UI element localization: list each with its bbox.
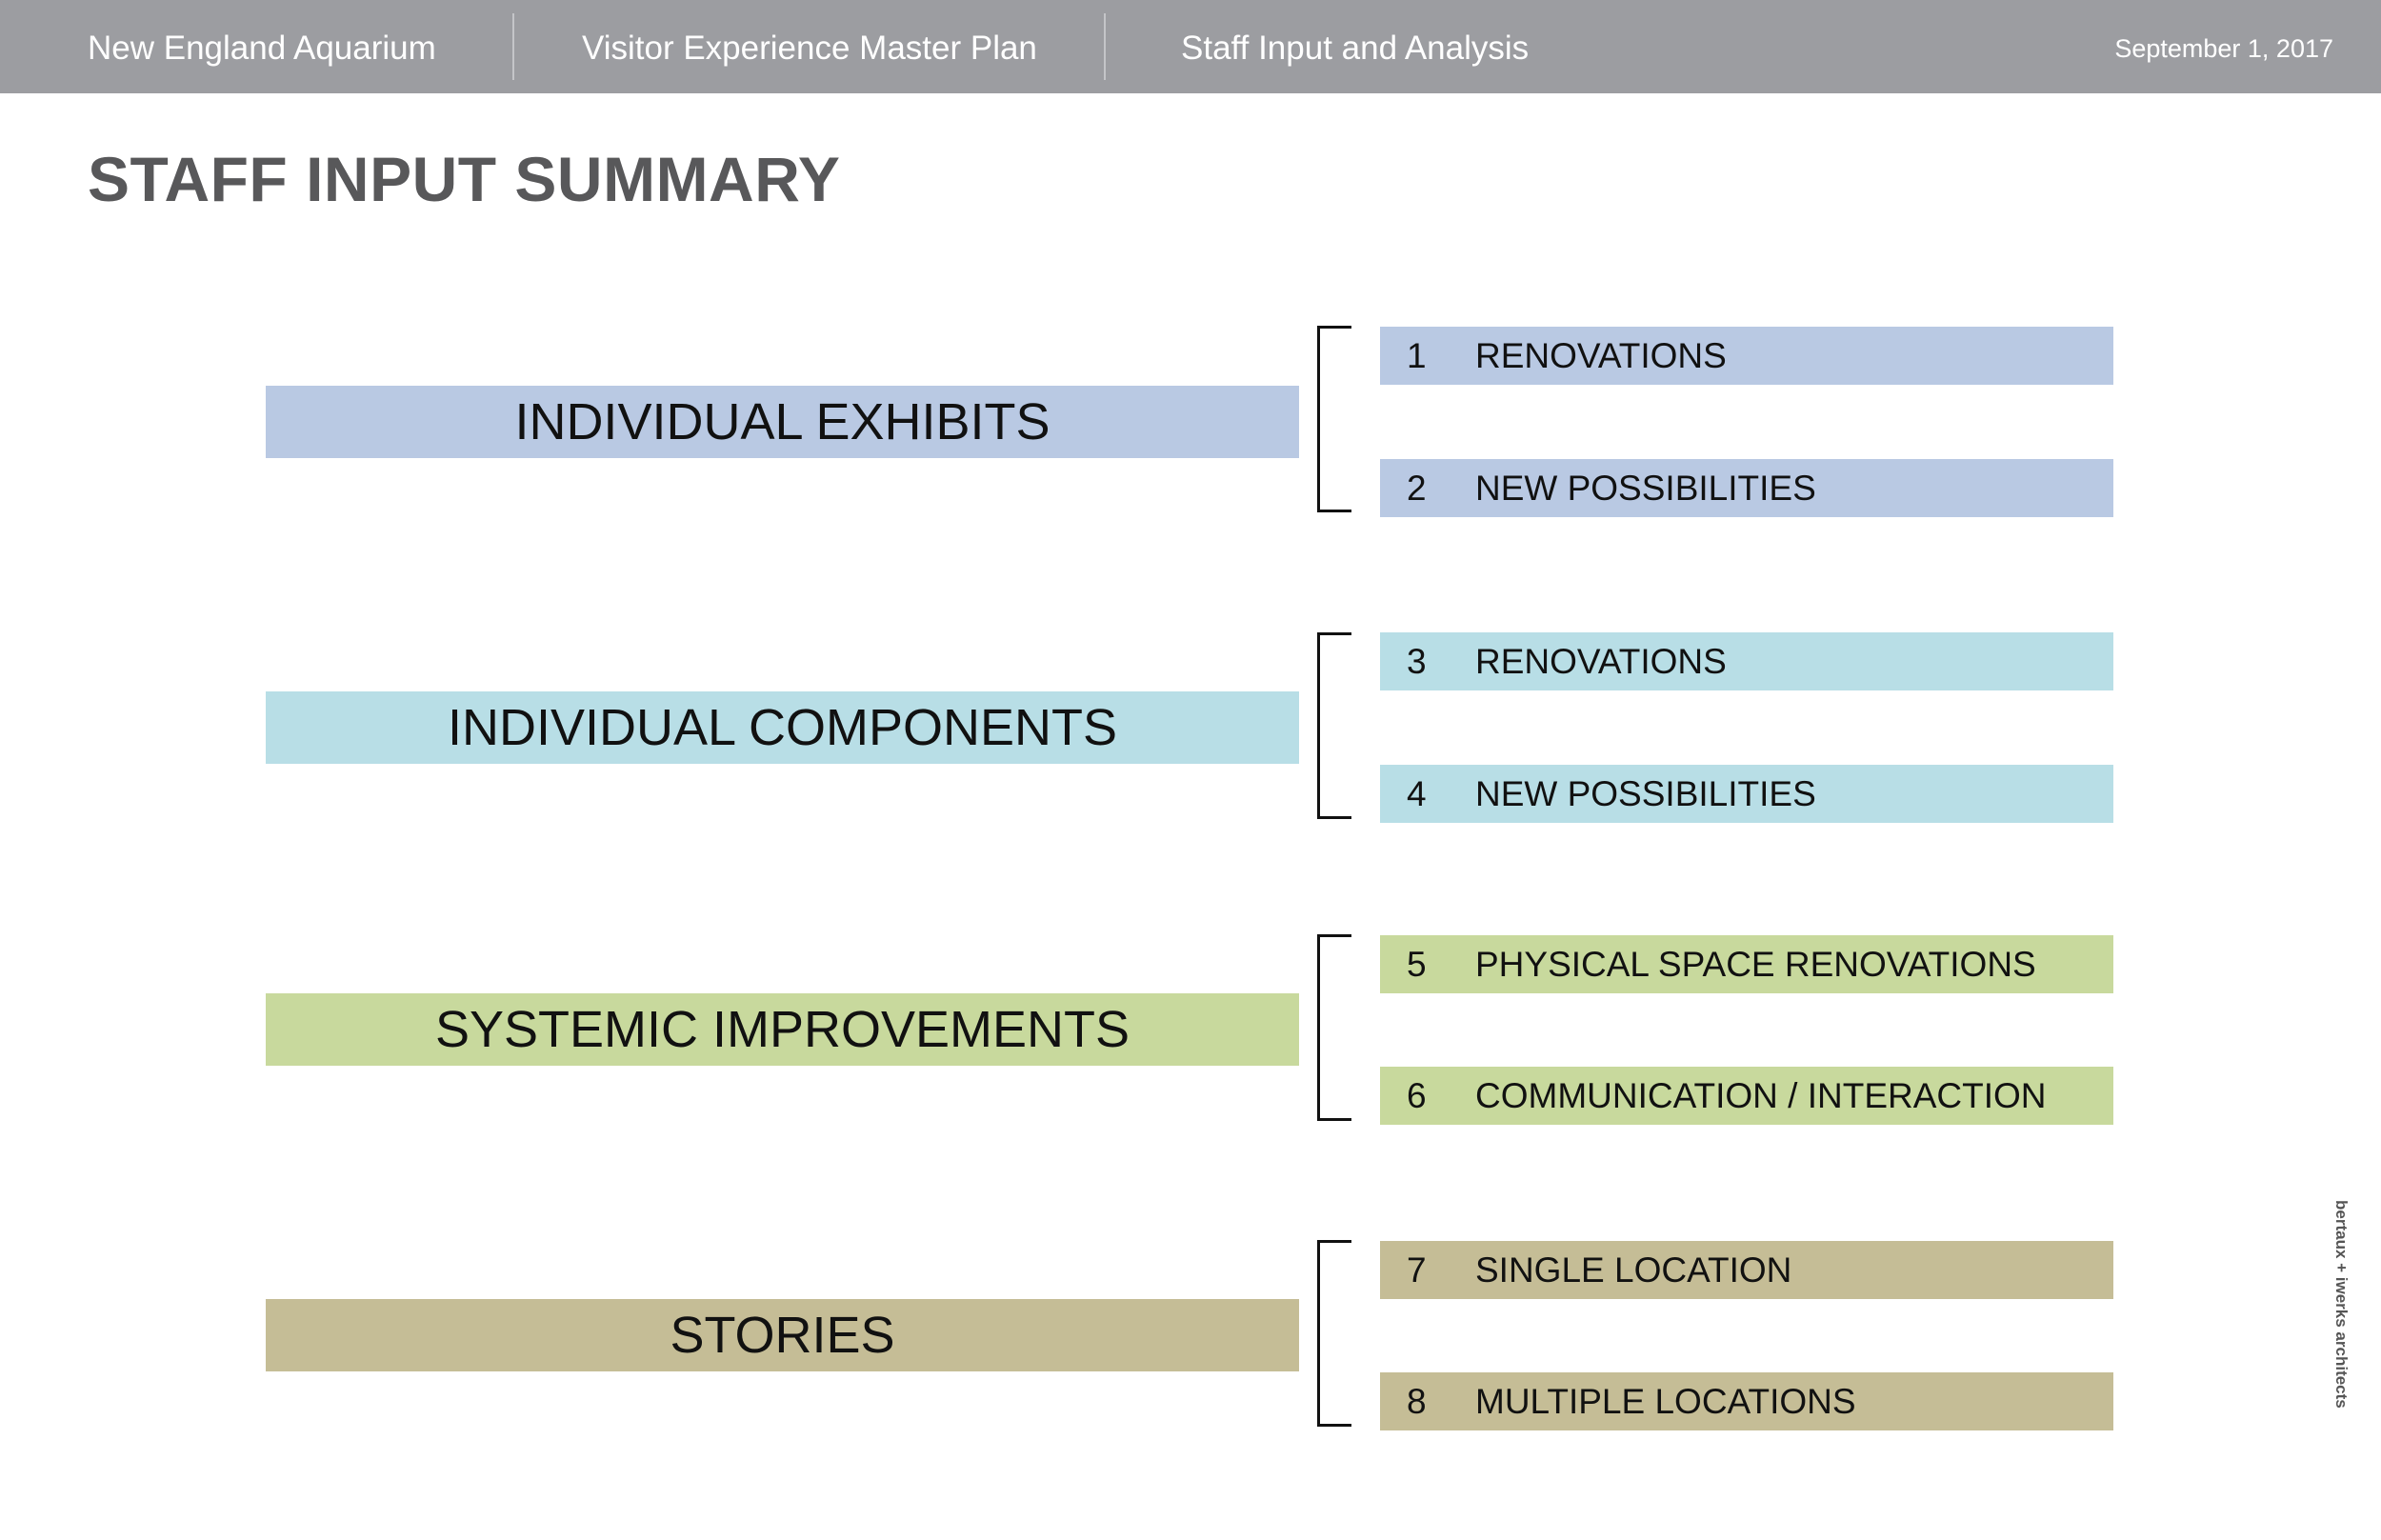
category-systemic-improvements: SYSTEMIC IMPROVEMENTS <box>266 993 1299 1066</box>
item-2 <box>1380 459 2113 517</box>
category-individual-exhibits: INDIVIDUAL EXHIBITS <box>266 386 1299 458</box>
group-bracket <box>1317 1240 1351 1427</box>
item-label: COMMUNICATION / INTERACTION <box>1475 1075 2047 1115</box>
item-1 <box>1380 327 2113 385</box>
header-divider <box>1104 13 1106 80</box>
item-number: 1 <box>1407 335 1427 375</box>
item-label: NEW POSSIBILITIES <box>1475 773 1816 813</box>
item-3 <box>1380 632 2113 690</box>
item-number: 6 <box>1407 1075 1427 1115</box>
item-label: NEW POSSIBILITIES <box>1475 468 1816 508</box>
category-stories: STORIES <box>266 1299 1299 1371</box>
group-bracket <box>1317 326 1351 512</box>
item-label: PHYSICAL SPACE RENOVATIONS <box>1475 944 2036 984</box>
item-8 <box>1380 1372 2113 1430</box>
item-number: 3 <box>1407 641 1427 681</box>
group-bracket <box>1317 934 1351 1121</box>
header-section: Staff Input and Analysis <box>1181 30 1530 67</box>
item-4 <box>1380 765 2113 823</box>
item-number: 8 <box>1407 1381 1427 1421</box>
header-divider <box>512 13 514 80</box>
item-number: 5 <box>1407 944 1427 984</box>
item-label: MULTIPLE LOCATIONS <box>1475 1381 1856 1421</box>
item-number: 2 <box>1407 468 1427 508</box>
item-number: 4 <box>1407 773 1427 813</box>
item-6 <box>1380 1067 2113 1125</box>
architect-credit: bertaux + iwerks architects <box>2332 1200 2351 1409</box>
header-bar <box>0 0 2381 93</box>
item-5 <box>1380 935 2113 993</box>
group-bracket <box>1317 632 1351 819</box>
header-org: New England Aquarium <box>88 30 436 67</box>
page-title: STAFF INPUT SUMMARY <box>88 144 841 214</box>
item-label: SINGLE LOCATION <box>1475 1250 1792 1290</box>
item-label: RENOVATIONS <box>1475 641 1727 681</box>
category-individual-components: INDIVIDUAL COMPONENTS <box>266 691 1299 764</box>
header-project: Visitor Experience Master Plan <box>582 30 1037 67</box>
item-label: RENOVATIONS <box>1475 335 1727 375</box>
item-7 <box>1380 1241 2113 1299</box>
header-date: September 1, 2017 <box>2114 34 2333 63</box>
item-number: 7 <box>1407 1250 1427 1290</box>
